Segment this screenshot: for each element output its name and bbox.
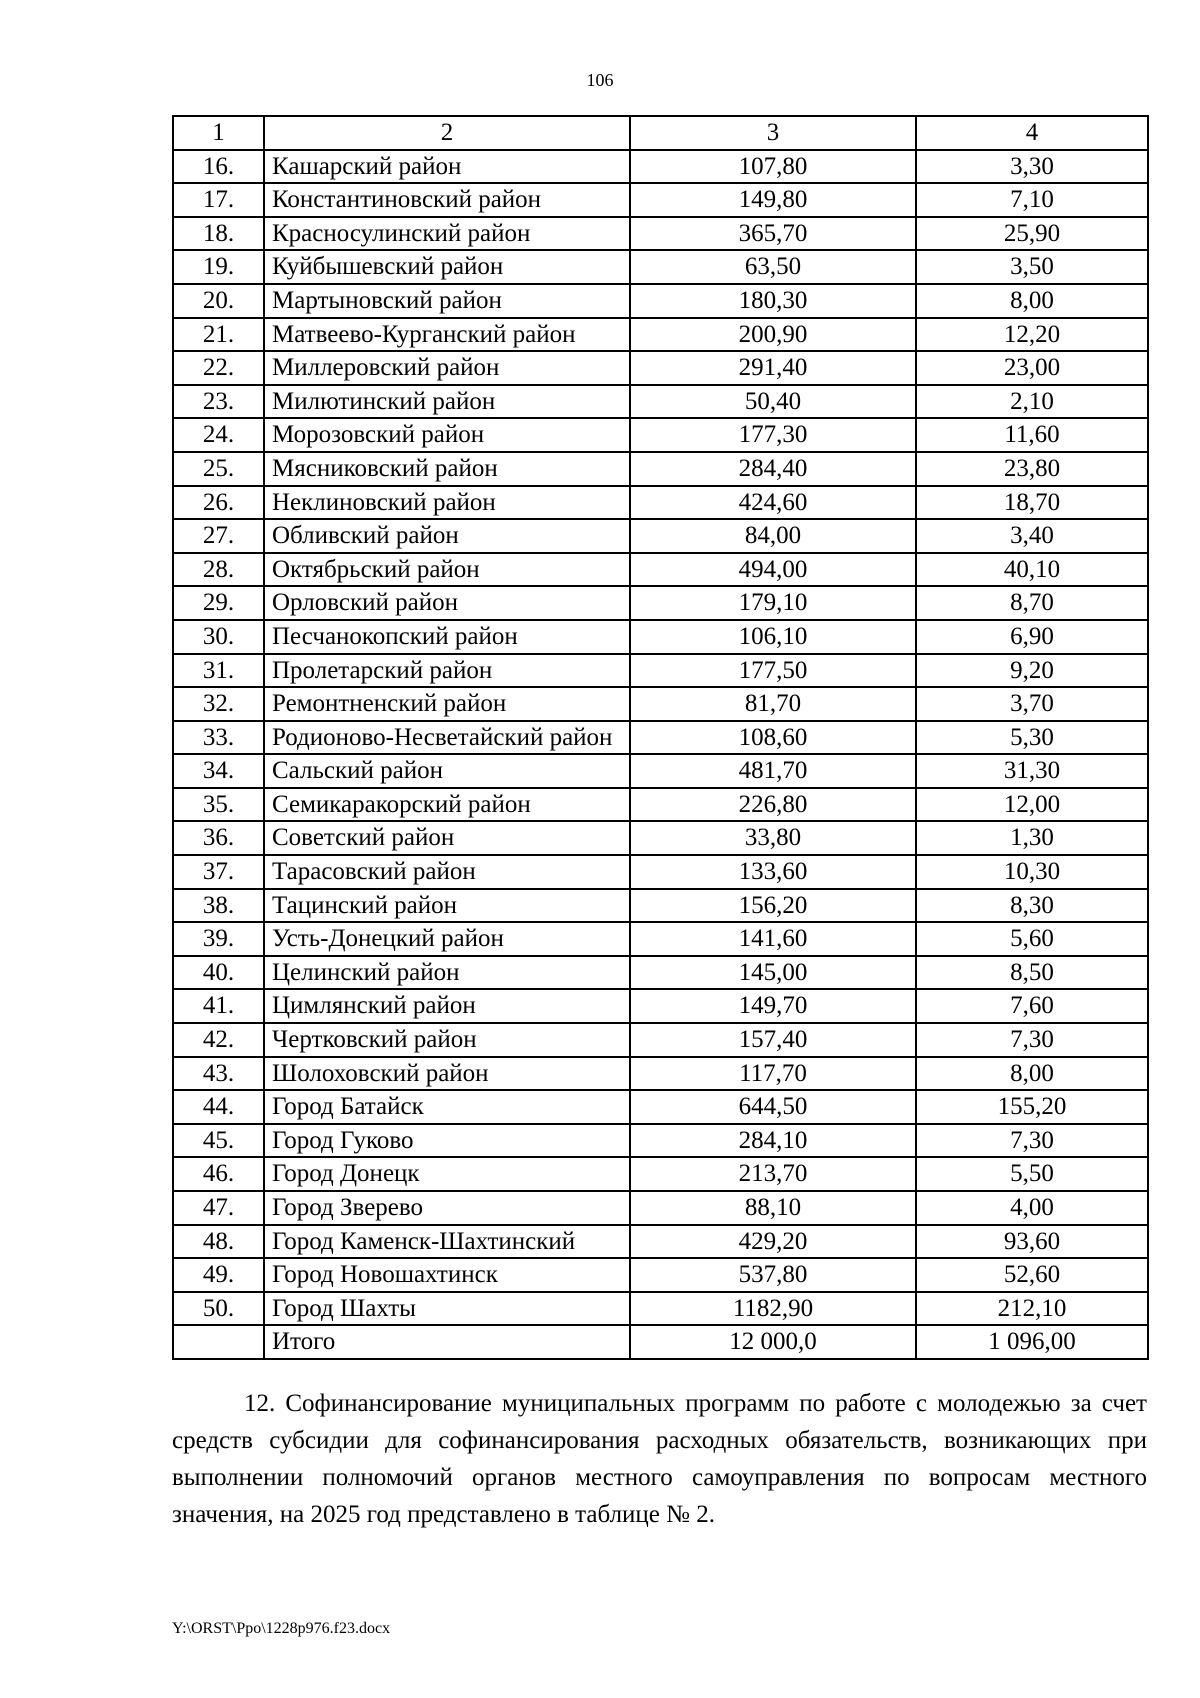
table-row: [173, 1157, 1148, 1191]
value-col3-cell: 200,90: [630, 318, 916, 352]
value-col3-cell: 179,10: [630, 586, 916, 620]
value-col3-cell: 177,30: [630, 418, 916, 452]
value-col4-cell: 8,30: [916, 889, 1148, 923]
value-col3-cell: 81,70: [630, 687, 916, 721]
value-col4-cell: 7,30: [916, 1023, 1148, 1057]
district-name-cell: Обливский район: [264, 519, 630, 553]
row-number-cell: 17.: [173, 183, 264, 217]
value-col3-cell: 149,80: [630, 183, 916, 217]
header-cell-number: 1: [173, 116, 264, 150]
district-name-cell: Красносулинский район: [264, 217, 630, 251]
value-col3-cell: 108,60: [630, 721, 916, 755]
district-name-cell: Миллеровский район: [264, 351, 630, 385]
value-col4-cell: 8,50: [916, 956, 1148, 990]
table-row: [173, 385, 1148, 419]
row-number-cell: 50.: [173, 1292, 264, 1326]
district-name-cell: Ремонтненский район: [264, 687, 630, 721]
file-path-footer: Y:\ORST\Ppo\1228p976.f23.docx: [172, 1620, 391, 1637]
value-col3-cell: 284,10: [630, 1124, 916, 1158]
value-col3-cell: 481,70: [630, 754, 916, 788]
table-row: [173, 754, 1148, 788]
value-col3-cell: 149,70: [630, 989, 916, 1023]
data-table: [172, 115, 1149, 1360]
district-name-cell: Неклиновский район: [264, 486, 630, 520]
value-col4-cell: 2,10: [916, 385, 1148, 419]
value-col3-cell: 180,30: [630, 284, 916, 318]
row-number-cell: 25.: [173, 452, 264, 486]
table-row: [173, 855, 1148, 889]
table-body: [173, 116, 1148, 1359]
value-col3-cell: 213,70: [630, 1157, 916, 1191]
row-number-cell: 24.: [173, 418, 264, 452]
table-row: [173, 150, 1148, 184]
row-number-cell: 45.: [173, 1124, 264, 1158]
row-number-cell: 18.: [173, 217, 264, 251]
value-col4-cell: 8,70: [916, 586, 1148, 620]
table-row: [173, 452, 1148, 486]
district-name-cell: Советский район: [264, 821, 630, 855]
row-number-cell: 32.: [173, 687, 264, 721]
row-number-cell: 23.: [173, 385, 264, 419]
row-number-cell: 49.: [173, 1258, 264, 1292]
table-row: [173, 1258, 1148, 1292]
table-row: [173, 418, 1148, 452]
table-row: [173, 922, 1148, 956]
district-name-cell: Песчанокопский район: [264, 620, 630, 654]
row-number-cell: 30.: [173, 620, 264, 654]
district-name-cell: Город Зверево: [264, 1191, 630, 1225]
value-col4-cell: 3,40: [916, 519, 1148, 553]
value-col4-cell: 6,90: [916, 620, 1148, 654]
district-name-cell: Куйбышевский район: [264, 250, 630, 284]
value-col3-cell: 644,50: [630, 1090, 916, 1124]
value-col3-cell: 156,20: [630, 889, 916, 923]
table-row: [173, 1292, 1148, 1326]
table-row: [173, 989, 1148, 1023]
row-number-cell: 47.: [173, 1191, 264, 1225]
value-col3-cell: 106,10: [630, 620, 916, 654]
header-cell-col3: 3: [630, 116, 916, 150]
row-number-cell: 38.: [173, 889, 264, 923]
total-district-name-cell: Итого: [264, 1325, 630, 1359]
district-name-cell: Город Батайск: [264, 1090, 630, 1124]
total-row-number-cell: [173, 1325, 264, 1359]
value-col3-cell: 133,60: [630, 855, 916, 889]
district-name-cell: Кашарский район: [264, 150, 630, 184]
value-col3-cell: 88,10: [630, 1191, 916, 1225]
value-col3-cell: 157,40: [630, 1023, 916, 1057]
value-col4-cell: 9,20: [916, 654, 1148, 688]
district-name-cell: Тацинский район: [264, 889, 630, 923]
district-name-cell: Матвеево-Курганский район: [264, 318, 630, 352]
district-name-cell: Сальский район: [264, 754, 630, 788]
table-row: [173, 889, 1148, 923]
value-col3-cell: 284,40: [630, 452, 916, 486]
value-col4-cell: 23,00: [916, 351, 1148, 385]
district-name-cell: Город Гуково: [264, 1124, 630, 1158]
table-row: [173, 654, 1148, 688]
row-number-cell: 37.: [173, 855, 264, 889]
row-number-cell: 39.: [173, 922, 264, 956]
value-col3-cell: 33,80: [630, 821, 916, 855]
value-col3-cell: 145,00: [630, 956, 916, 990]
value-col4-cell: 3,50: [916, 250, 1148, 284]
district-name-cell: Город Шахты: [264, 1292, 630, 1326]
value-col4-cell: 23,80: [916, 452, 1148, 486]
value-col4-cell: 7,60: [916, 989, 1148, 1023]
row-number-cell: 42.: [173, 1023, 264, 1057]
table-row: [173, 519, 1148, 553]
row-number-cell: 19.: [173, 250, 264, 284]
district-name-cell: Усть-Донецкий район: [264, 922, 630, 956]
table-row: [173, 183, 1148, 217]
value-col3-cell: 494,00: [630, 553, 916, 587]
value-col3-cell: 84,00: [630, 519, 916, 553]
district-name-cell: Город Донецк: [264, 1157, 630, 1191]
row-number-cell: 34.: [173, 754, 264, 788]
value-col3-cell: 141,60: [630, 922, 916, 956]
header-cell-col4: 4: [916, 116, 1148, 150]
district-name-cell: Мартыновский район: [264, 284, 630, 318]
district-name-cell: Город Новошахтинск: [264, 1258, 630, 1292]
row-number-cell: 16.: [173, 150, 264, 184]
value-col4-cell: 10,30: [916, 855, 1148, 889]
value-col4-cell: 40,10: [916, 553, 1148, 587]
district-name-cell: Орловский район: [264, 586, 630, 620]
table-row: [173, 553, 1148, 587]
row-number-cell: 33.: [173, 721, 264, 755]
value-col4-cell: 11,60: [916, 418, 1148, 452]
table-total-row: [173, 1325, 1148, 1359]
total-value-col4-cell: 1 096,00: [916, 1325, 1148, 1359]
table-row: [173, 687, 1148, 721]
row-number-cell: 22.: [173, 351, 264, 385]
body-paragraph: 12. Софинансирование муниципальных программ по работе с молодежью за счет средств субсидии для софинансирования расходных обязательств, возникающих при выполнении полномочий органов местного самоуправления по вопросам местного значения, на 2025 год представлено в таблице № 2.: [172, 1390, 1147, 1528]
district-name-cell: Морозовский район: [264, 418, 630, 452]
value-col3-cell: 117,70: [630, 1057, 916, 1091]
value-col4-cell: 25,90: [916, 217, 1148, 251]
district-name-cell: Пролетарский район: [264, 654, 630, 688]
table-row: [173, 250, 1148, 284]
row-number-cell: 29.: [173, 586, 264, 620]
value-col4-cell: 3,30: [916, 150, 1148, 184]
district-name-cell: Семикаракорский район: [264, 788, 630, 822]
table-row: [173, 1057, 1148, 1091]
table-row: [173, 1124, 1148, 1158]
table-row: [173, 956, 1148, 990]
table-header-row: [173, 116, 1148, 150]
total-value-col3-cell: 12 000,0: [630, 1325, 916, 1359]
table-row: [173, 284, 1148, 318]
row-number-cell: 21.: [173, 318, 264, 352]
row-number-cell: 44.: [173, 1090, 264, 1124]
table-row: [173, 486, 1148, 520]
value-col3-cell: 226,80: [630, 788, 916, 822]
district-name-cell: Родионово-Несветайский район: [264, 721, 630, 755]
value-col4-cell: 7,30: [916, 1124, 1148, 1158]
value-col4-cell: 155,20: [916, 1090, 1148, 1124]
table-row: [173, 586, 1148, 620]
page-number: 106: [586, 70, 614, 90]
value-col3-cell: 63,50: [630, 250, 916, 284]
value-col3-cell: 291,40: [630, 351, 916, 385]
row-number-cell: 26.: [173, 486, 264, 520]
table-row: [173, 821, 1148, 855]
district-name-cell: Город Каменск-Шахтинский: [264, 1225, 630, 1259]
value-col4-cell: 3,70: [916, 687, 1148, 721]
table-row: [173, 318, 1148, 352]
district-name-cell: Октябрьский район: [264, 553, 630, 587]
table-row: [173, 721, 1148, 755]
district-name-cell: Целинский район: [264, 956, 630, 990]
value-col3-cell: 365,70: [630, 217, 916, 251]
value-col3-cell: 1182,90: [630, 1292, 916, 1326]
row-number-cell: 46.: [173, 1157, 264, 1191]
value-col4-cell: 5,30: [916, 721, 1148, 755]
district-name-cell: Цимлянский район: [264, 989, 630, 1023]
value-col4-cell: 31,30: [916, 754, 1148, 788]
value-col4-cell: 93,60: [916, 1225, 1148, 1259]
district-name-cell: Чертковский район: [264, 1023, 630, 1057]
row-number-cell: 36.: [173, 821, 264, 855]
row-number-cell: 43.: [173, 1057, 264, 1091]
row-number-cell: 48.: [173, 1225, 264, 1259]
row-number-cell: 41.: [173, 989, 264, 1023]
row-number-cell: 35.: [173, 788, 264, 822]
district-name-cell: Шолоховский район: [264, 1057, 630, 1091]
value-col4-cell: 8,00: [916, 284, 1148, 318]
row-number-cell: 27.: [173, 519, 264, 553]
value-col3-cell: 429,20: [630, 1225, 916, 1259]
value-col4-cell: 12,00: [916, 788, 1148, 822]
table-row: [173, 620, 1148, 654]
value-col4-cell: 52,60: [916, 1258, 1148, 1292]
value-col3-cell: 50,40: [630, 385, 916, 419]
district-name-cell: Константиновский район: [264, 183, 630, 217]
value-col3-cell: 424,60: [630, 486, 916, 520]
value-col4-cell: 212,10: [916, 1292, 1148, 1326]
table-row: [173, 1090, 1148, 1124]
value-col3-cell: 537,80: [630, 1258, 916, 1292]
district-name-cell: Тарасовский район: [264, 855, 630, 889]
value-col4-cell: 7,10: [916, 183, 1148, 217]
value-col4-cell: 4,00: [916, 1191, 1148, 1225]
value-col3-cell: 107,80: [630, 150, 916, 184]
row-number-cell: 28.: [173, 553, 264, 587]
value-col3-cell: 177,50: [630, 654, 916, 688]
row-number-cell: 40.: [173, 956, 264, 990]
table-row: [173, 1023, 1148, 1057]
table-row: [173, 1191, 1148, 1225]
value-col4-cell: 12,20: [916, 318, 1148, 352]
value-col4-cell: 5,50: [916, 1157, 1148, 1191]
value-col4-cell: 8,00: [916, 1057, 1148, 1091]
district-name-cell: Мясниковский район: [264, 452, 630, 486]
table-row: [173, 351, 1148, 385]
table-row: [173, 217, 1148, 251]
table-row: [173, 1225, 1148, 1259]
value-col4-cell: 5,60: [916, 922, 1148, 956]
header-cell-name: 2: [264, 116, 630, 150]
district-name-cell: Милютинский район: [264, 385, 630, 419]
value-col4-cell: 1,30: [916, 821, 1148, 855]
row-number-cell: 20.: [173, 284, 264, 318]
value-col4-cell: 18,70: [916, 486, 1148, 520]
table-row: [173, 788, 1148, 822]
row-number-cell: 31.: [173, 654, 264, 688]
